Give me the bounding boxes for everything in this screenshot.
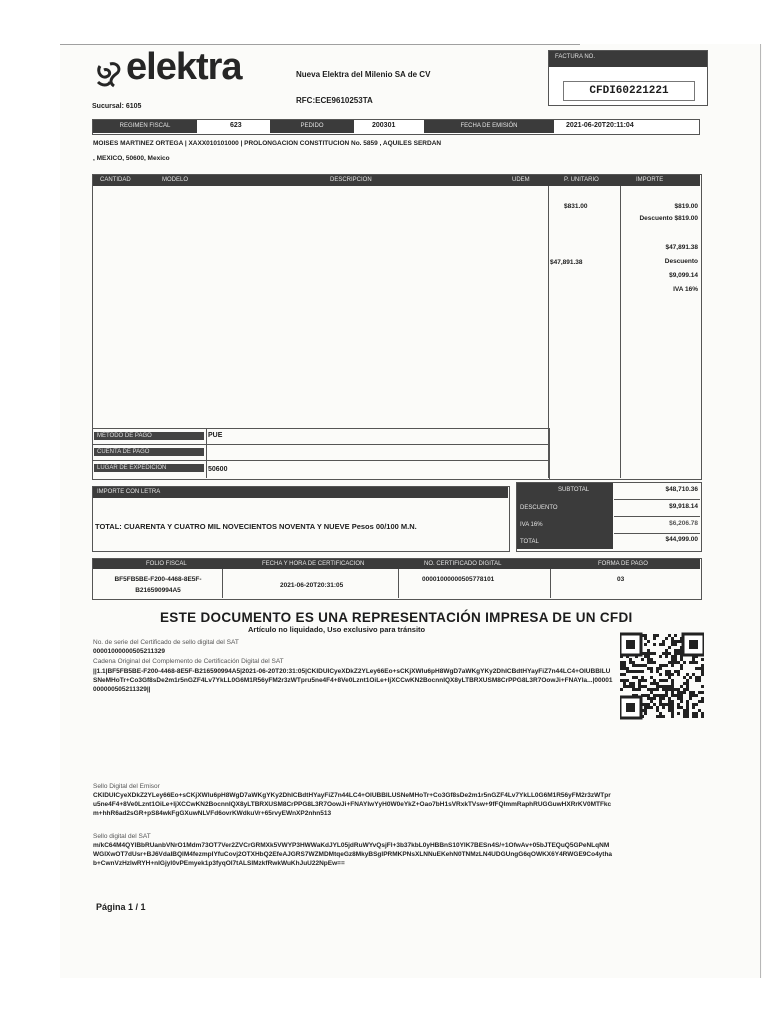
company-rfc: RFC:ECE9610253TA [296,96,373,105]
row-divider [206,428,207,478]
iva-value: $6,206.78 [669,520,698,527]
metodo-pago-value: PUE [208,432,223,439]
metodo-pago-label: MÉTODO DE PAGO [94,432,204,440]
row-divider [614,533,700,534]
importe-letra-label: IMPORTE CON LETRA [93,487,508,498]
col-divider [620,186,621,478]
importe-letra-text: TOTAL: CUARENTA Y CUATRO MIL NOVECIENTOS NOVENTA Y NUEVE Pesos 00/100 M.N. [95,522,417,531]
sello-emisor-label: Sello Digital del Emisor [93,783,160,790]
lugar-expedicion-value: 50600 [208,466,228,473]
fecha-value: 2021-06-20T20:11:04 [566,122,634,129]
cadena-label: Cadena Original del Complemento de Certificación Digital del SAT [93,658,284,665]
factura-box [548,50,708,106]
company-name: Nueva Elektra del Milenio SA de CV [296,70,431,79]
page-edge [760,44,761,978]
cadena-value: ||1.1|BF5FB5BE-F200-4468-8E5F-B216590994A5|2021-06-20T20:31:05|CKIDUICyeXDkZ2YLey66Eo+sCKjXWlu6pH8WgD7aWKgYKy2DhICBdtHYayFiZ7n44LC4+OIUBBILUSNeMHoTr+Co3Gf8sDe2m1r5nGZF4Lv7YkLL0G6M1R56yFM2r3zWTpru5ne4F4+8Ve0Lznt1OiLe+IjXCCwKN2BocnnIQX8yLTBRXUSM8CrPPG8L3R7OowJi+FNAYIa...|00001000000505211329|| [93,668,613,693]
sucursal: Sucursal: 6105 [92,103,142,110]
elektra-swirl-icon [92,56,128,92]
folio-label: FOLIO FISCAL [146,561,187,567]
pedido-label: PEDIDO [270,120,354,133]
sello-sat-value: m/kC64M4QYlBbRUanbVNrO1Mdm73OT7Ver2ZVCrGRMXk5VWYP3HWWaKdJYL05jdRuWYvQsjFl+3b37kbL0yHBBnS10YIK7BESn4S/+1OfwAv+05bJTEQuQ5GPeNLqNMWGIXwOT7dUsr+BJ6VdaIBQlM4fezmpIYfuCovj2OTXHbQ2EfeAJGRS7WZMDMtqeGz8MkyBSgIPRMKPNsXLNNuEKehN0TNMzLN4UDGUngG6qOWKX6Y4RWGE9Co4ythab+CwnVzHzlwRYH+nIGjyl0vPEmyek1p3fyqOl7tALSlMzkfRwkWuKhJuU22NpEw== [93,842,613,867]
subtotal-label: SUBTOTAL [558,487,590,493]
fecha-cert-value: 2021-06-20T20:31:05 [280,582,344,589]
customer-line-1: MOISES MARTINEZ ORTEGA | XAXX010101000 | PROLONGACION CONSTITUCION No. 5859 , AQUILES SERDAN [93,140,442,147]
regimen-label: REGIMEN FISCAL [93,120,197,133]
descuento-value: $9,918.14 [669,503,698,510]
brand-name: elektra [126,46,242,88]
item-unit-price-2: $47,891.38 [550,259,583,266]
item-descuento-1: Descuento $819.00 [639,215,698,222]
brand-logo [92,46,292,102]
sello-emisor-value: CKIDUICyeXDkZ2YLey66Eo+sCKjXWlu6pH8WgD7aWKgYKy2DhICBdtHYayFiZ7n44LC4+OIUBBILUSNeMHoTr+Co3Gf8sDe2m1r5nGZF4Lv7YkLL0G6M1R56yFM2r3zWTpru5ne4F4+8Ve0Lznt1OiLe+IjXCCwKN2BocnnIQX8yLTBRXUSM8CrPPG8L3R7OowJi+FNAYIwYyH0W0eYkZ+Oao7bH1sVRxkTVsw+9fFQlmmRaphRUGGuwHXRrKV0MTFkcm+hhR6ad2sGR+pS84wkFgGXuwNLVFd6ovrKWdkuVr+65rvyEWnXP2nhn513 [93,792,612,817]
row-divider [614,499,700,500]
col-divider [222,569,223,598]
descuento-label: DESCUENTO [520,505,558,511]
page-number: Página 1 / 1 [96,902,146,912]
row-divider [92,444,548,445]
iva-label: IVA 16% [520,522,543,528]
customer-line-2: , MEXICO, 50600, Mexico [93,155,170,162]
col-p-unitario: P. UNITARIO [564,177,599,183]
cfdi-title: ESTE DOCUMENTO ES UNA REPRESENTACIÓN IMPRESA DE UN CFDI [160,610,633,625]
item-importe-1: $819.00 [674,203,698,210]
total-label: TOTAL [520,539,539,545]
factura-number: CFDI60221221 [563,81,695,101]
nocert-value: 00001000000505778101 [422,576,495,583]
item-importe-2: $47,891.38 [665,244,698,251]
forma-pago-label: FORMA DE PAGO [598,561,648,567]
col-descripcion: DESCRIPCION [330,177,372,183]
item-unit-price-1: $831.00 [564,203,588,210]
nocert-label: NO. CERTIFICADO DIGITAL [424,561,502,567]
col-udem: UDEM [512,177,530,183]
row-divider [92,460,548,461]
pedido-value: 200301 [372,122,396,129]
row-divider [614,516,700,517]
qr-code [620,632,704,720]
sello-sat-label: Sello digital del SAT [93,833,151,840]
item-descuento-2-value: $9,099.14 [669,272,698,279]
item-descuento-2-label: Descuento [664,258,698,265]
col-cantidad: CANTIDAD [100,177,131,183]
factura-label: FACTURA NO. [549,51,707,67]
total-value: $44,999.00 [665,536,698,543]
item-iva: IVA 16% [673,286,698,293]
col-importe: IMPORTE [636,177,664,183]
lugar-expedicion-label: LUGAR DE EXPEDICION [94,464,204,472]
col-modelo: MODELO [162,177,189,183]
fecha-cert-label: FECHA Y HORA DE CERTIFICACION [262,561,365,567]
fecha-label: FECHA DE EMISIÓN [424,120,554,133]
serie-value: 00001000000505211329 [93,648,165,655]
subtotal-value: $48,710.36 [665,486,698,493]
cuenta-pago-label: CUENTA DE PAGO [94,448,204,456]
cfdi-subtitle: Artículo no liquidado, Uso exclusivo para tránsito [248,625,426,634]
serie-label: No. de serie del Certificado de sello digital del SAT [93,639,239,646]
col-divider [550,569,551,598]
folio-value: BF5FB5BE-F200-4468-8E5F-B216590994A5 [114,576,202,594]
col-divider [398,569,399,598]
forma-pago-value: 03 [617,576,625,583]
page-edge-top [60,44,580,45]
regimen-value: 623 [230,122,242,129]
